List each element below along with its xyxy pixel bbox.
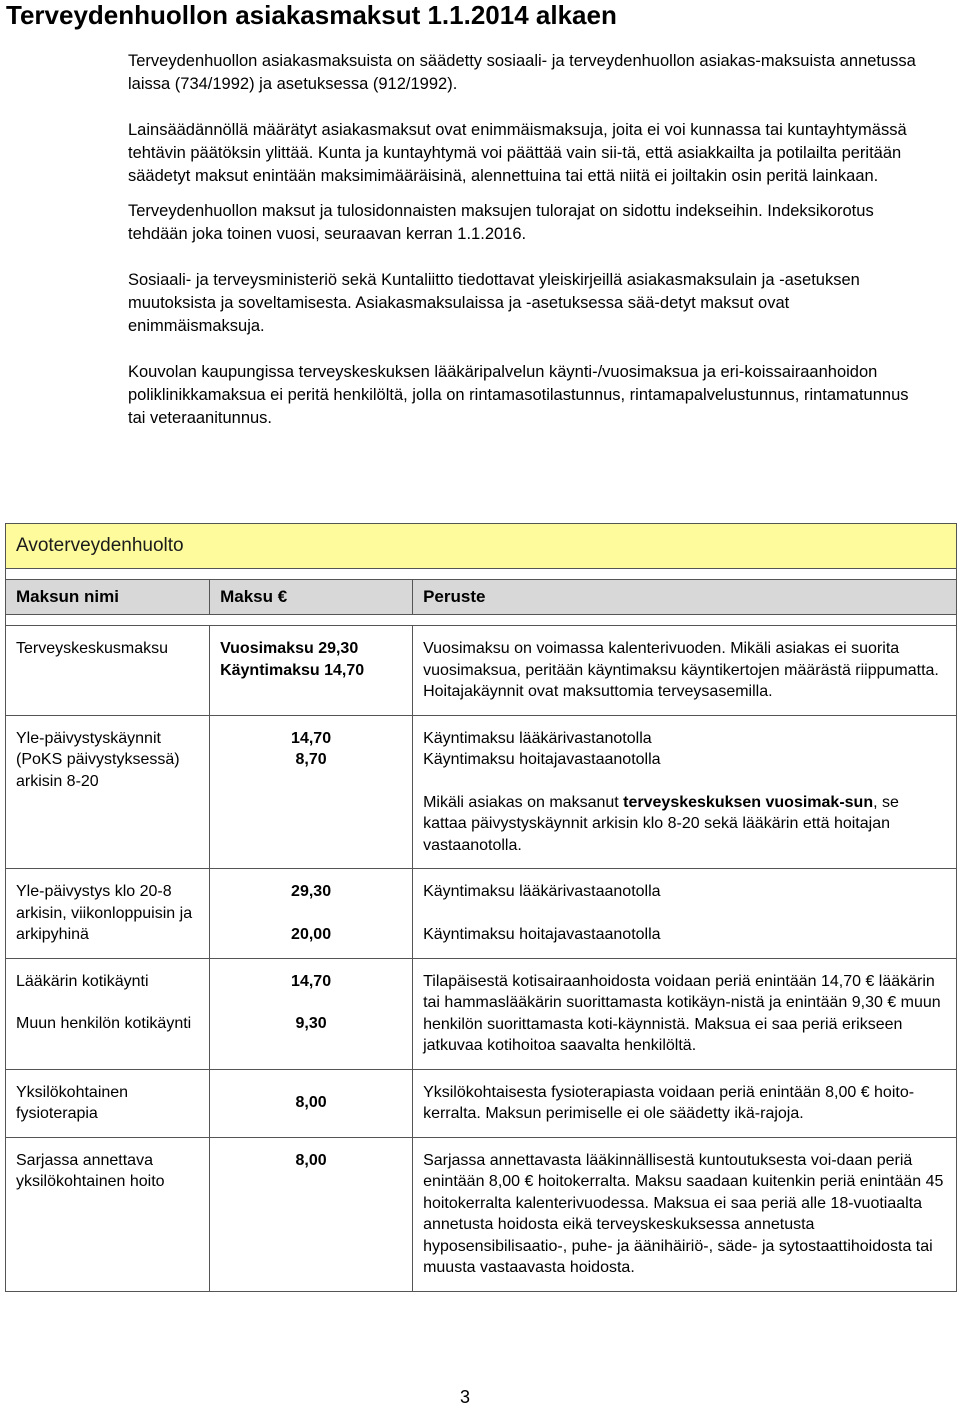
fee-name-cell <box>6 958 210 1069</box>
header-basis: Peruste <box>413 580 957 615</box>
intro-paragraph: Sosiaali- ja terveysministeriö sekä Kuntaliitto tiedottavat yleiskirjeillä asiakasmaksulain ja -asetuksen muutoksista ja soveltamisesta. Asiakasmaksulaissa ja -asetuksessa sää-detyt maksut ovat enimmäismaksuja. <box>128 271 860 335</box>
fee-name-cell <box>6 715 210 869</box>
fee-amount: 20,00 <box>291 925 332 943</box>
fee-amount: 8,70 <box>295 751 327 768</box>
fee-amount: 29,30 <box>291 883 332 900</box>
intro-paragraph: Terveydenhuollon maksut ja tulosidonnaisten maksujen tulorajat on sidottu indekseihin. Indeksikorotus tehdään joka toinen vuosi, seuraavan kerran 1.1.2016. <box>128 202 874 243</box>
document-title: Terveydenhuollon asiakasmaksut 1.1.2014 alkaen <box>6 0 617 30</box>
header-fee: Maksu € <box>210 580 413 615</box>
fee-basis-cell <box>413 869 957 959</box>
fee-basis-cell <box>413 1137 957 1291</box>
fee-basis: Käyntimaksu hoitajavastaanotolla <box>423 751 661 768</box>
fee-amount-cell <box>210 715 413 869</box>
table-row <box>6 1137 957 1291</box>
fee-basis-cell <box>413 715 957 869</box>
fee-name-cell <box>6 1137 210 1291</box>
fee-amount-cell <box>210 958 413 1069</box>
fee-name: Yle-päivystyskäynnit (PoKS päivystyksessä) arkisin 8-20 <box>16 729 180 790</box>
header-fee-name: Maksun nimi <box>6 580 210 615</box>
page-number: 3 <box>460 1387 471 1407</box>
fee-amount-cell <box>210 869 413 959</box>
fee-basis-note: Mikäli asiakas on maksanut terveyskeskuksen vuosimak-sun, se kattaa päivystyskäynnit arkisin klo 8-20 sekä lääkärin että hoitajan vastaanotolla. <box>423 793 899 854</box>
fee-name: Muun henkilön kotikäynti <box>16 1015 192 1032</box>
table-row <box>6 958 957 1069</box>
fee-name: Terveyskeskusmaksu <box>16 640 169 657</box>
fee-basis-cell <box>413 626 957 716</box>
fee-basis-cell <box>413 958 957 1069</box>
fee-amount: 14,70 <box>291 972 332 990</box>
fee-name: Lääkärin kotikäynti <box>16 972 149 990</box>
fee-name-cell <box>6 1069 210 1137</box>
intro-paragraph: Kouvolan kaupungissa terveyskeskuksen lääkäripalvelun käynti-/vuosimaksua ja eri-koissairaanhoidon poliklinikkamaksua ei peritä henkilöltä, jolla on rintamasotilastunnus, rintamapalvelustunnus, rintamatunnus tai veteraanitunnus. <box>128 363 909 427</box>
fee-amount: 14,70 <box>291 729 332 747</box>
fee-table <box>5 523 957 1292</box>
fee-name-cell <box>6 626 210 716</box>
table-row <box>6 715 957 869</box>
fee-amount: Vuosimaksu 29,30 <box>220 640 359 657</box>
fee-basis: Yksilökohtaisesta fysioterapiasta voidaan periä enintään 8,00 € hoito-kerralta. Maksun perimiselle ei ole säädetty ikä-rajoja. <box>423 1083 915 1122</box>
fee-name: Yle-päivystys klo 20-8 arkisin, viikonloppuisin ja arkipyhinä <box>16 883 193 943</box>
fee-amount: 9,30 <box>295 1015 327 1032</box>
fee-basis: Tilapäisestä kotisairaanhoidosta voidaan periä enintään 14,70 € lääkärin tai hammaslääkärin suorittamasta kotikäyn-nistä ja enintään 9,30 € muun henkilön suorittamasta koti-käynnistä. Maksua ei saa periä erikseen jatkuvaa kotihoitoa saavalta henkilöltä. <box>423 972 941 1054</box>
intro-paragraph: Lainsäädännöllä määrätyt asiakasmaksut ovat enimmäismaksuja, joita ei voi kunnassa tai kuntayhtymässä tehtävin päätöksin ylittää. Kunta ja kuntayhtymä voi päättää vain sii-tä, että asiakkailta ja potilailta peritään säädetyt maksut enintään maksimimääräisinä, alennettuina tai että niitä ei joiltakin osin peritä lainkaan. <box>128 121 907 185</box>
table-header-row <box>6 580 957 615</box>
fee-amount: Käyntimaksu 14,70 <box>220 661 365 679</box>
fee-basis: Käyntimaksu lääkärivastanotolla <box>423 729 652 747</box>
fee-amount-cell <box>210 1069 413 1137</box>
fee-amount-cell <box>210 626 413 716</box>
fee-name: Yksilökohtainen fysioterapia <box>16 1083 129 1122</box>
fee-name: Sarjassa annettava yksilökohtainen hoito <box>16 1151 165 1190</box>
table-row <box>6 1069 957 1137</box>
fee-basis-cell <box>413 1069 957 1137</box>
fee-basis: Vuosimaksu on voimassa kalenterivuoden. Mikäli asiakas ei suorita vuosimaksua, peritään käyntimaksu käyntikertojen määrästä riippumatta. Hoitajakäynnit ovat maksuttomia terveysasemilla. <box>423 640 939 700</box>
fee-amount: 8,00 <box>295 1094 327 1112</box>
fee-basis: Käyntimaksu lääkärivastaanotolla <box>423 883 661 900</box>
section-title: Avoterveydenhuolto <box>16 535 184 557</box>
intro-text <box>128 50 928 430</box>
fee-amount-cell <box>210 1137 413 1291</box>
section-header-row <box>6 524 957 569</box>
intro-paragraph: Terveydenhuollon asiakasmaksuista on säädetty sosiaali- ja terveydenhuollon asiakas-maksuista annetussa laissa (734/1992) ja asetuksessa (912/1992). <box>128 52 916 93</box>
table-row <box>6 626 957 716</box>
table-row <box>6 869 957 959</box>
fee-basis: Käyntimaksu hoitajavastaanotolla <box>423 925 661 943</box>
fee-name-cell <box>6 869 210 959</box>
fee-basis: Sarjassa annettavasta lääkinnällisestä kuntoutuksesta voi-daan periä enintään 8,00 € hoitokerralta. Maksu saadaan kuitenkin periä enintään 45 hoitokerralta kalenterivuodessa. Maksua ei saa periä alle 18-vuotiaalta annetusta hoidosta eikä terveyskeskuksessa annetusta hyposensibilisaatio-, puhe- ja äänihäiriö-, säde- ja sytostaattihoidosta tai muusta vastaavasta hoidosta. <box>423 1151 944 1276</box>
fee-amount: 8,00 <box>295 1151 327 1169</box>
